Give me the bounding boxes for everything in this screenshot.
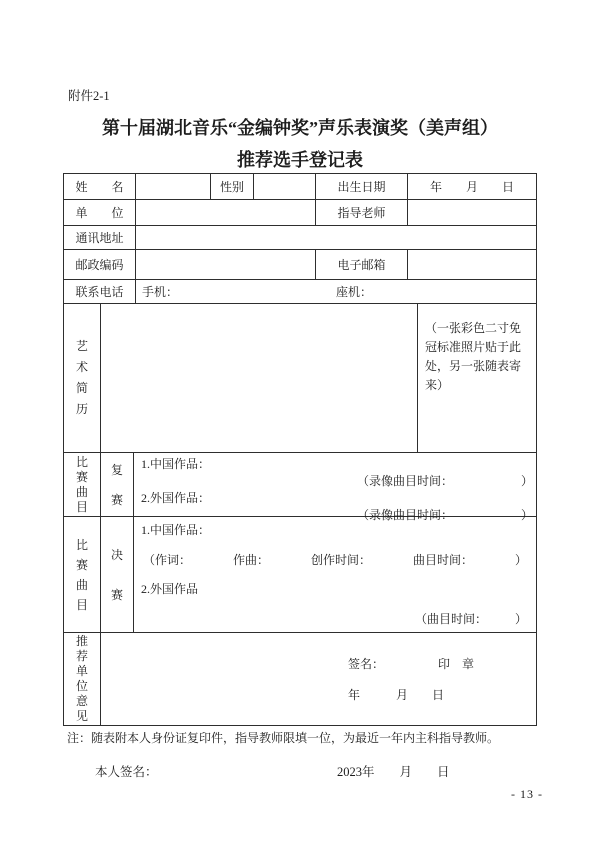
- composer-label: 作曲：: [232, 552, 269, 567]
- attachment-label: 附件2-1: [68, 89, 110, 103]
- mobile-label: 手机：: [142, 285, 179, 299]
- photo-note: （一张彩色二寸免冠标准照片贴于此处，另一张随表寄来）: [425, 321, 522, 392]
- close-paren: ）: [514, 611, 527, 626]
- row-name: [64, 174, 536, 200]
- close-paren: ）: [520, 508, 533, 522]
- address-label: 通讯地址: [64, 226, 136, 249]
- recommendation-sign-line: [348, 655, 536, 672]
- semifinal-repertoire-label: 比赛曲目: [64, 453, 101, 516]
- teacher-field: [408, 200, 536, 225]
- name-field: [136, 174, 211, 199]
- final-credits-line: [134, 551, 536, 568]
- recommendation-date-line: 年 月 日: [348, 688, 445, 702]
- footnote: 注：随表附本人身份证复印件，指导教师限填一位，为最近一年内主科指导教师。: [67, 731, 500, 745]
- seal-label: 印 章: [438, 657, 475, 671]
- resume-field: [101, 304, 418, 452]
- sign-label: 签名：: [348, 657, 385, 671]
- phone-label: 联系电话: [64, 280, 136, 303]
- resume-label: 艺术简历: [64, 304, 101, 452]
- final-foreign-work: 2.外国作品: [141, 582, 199, 597]
- registration-form-table: [63, 173, 537, 726]
- birth-date-field: 年 月 日: [429, 180, 514, 194]
- teacher-label: 指导老师: [316, 200, 408, 225]
- semifinal-chinese-work: 1.中国作品：: [141, 457, 211, 471]
- close-paren: ）: [520, 474, 533, 488]
- unit-label: 单 位: [64, 200, 136, 225]
- phone-field: [136, 280, 536, 303]
- birth-date-label: 出生日期: [316, 174, 408, 199]
- row-final: [64, 517, 536, 633]
- final-repertoire-label: 比赛曲目: [64, 517, 101, 632]
- row-unit: [64, 200, 536, 226]
- recommendation-content: [101, 633, 536, 725]
- duration-label: 曲目时间：: [412, 552, 473, 567]
- semifinal-video-time-2: （录像曲目时间： ）: [357, 508, 533, 522]
- row-address: [64, 226, 536, 250]
- landline-label: 座机：: [336, 285, 373, 299]
- address-field: [136, 226, 536, 249]
- name-label: 姓 名: [64, 174, 136, 199]
- page-number: - 13 -: [511, 787, 543, 801]
- semifinal-round-label: 复赛: [101, 453, 134, 516]
- signature-date: 2023年 月 日: [337, 765, 450, 779]
- final-content: [134, 517, 536, 632]
- gender-label: 性别: [211, 174, 254, 199]
- row-phone: [64, 280, 536, 304]
- lyricist-label: （作词：: [143, 552, 192, 567]
- close-paren: ）: [514, 552, 527, 567]
- row-semifinal: [64, 453, 536, 522]
- email-field: [408, 250, 536, 279]
- document-title: 第十届湖北音乐“金编钟奖”声乐表演奖（美声组）: [102, 118, 498, 138]
- row-recommendation: [64, 633, 536, 725]
- email-label: 电子邮箱: [316, 250, 408, 279]
- recommendation-label: 推荐单位意见: [64, 633, 101, 725]
- postal-field: [136, 250, 316, 279]
- document-subtitle: 推荐选手登记表: [237, 150, 363, 170]
- row-postal: [64, 250, 536, 280]
- creation-time-label: 创作时间：: [310, 552, 371, 567]
- semifinal-video-time-1: （录像曲目时间： ）: [357, 474, 533, 488]
- row-resume: [64, 304, 536, 453]
- final-chinese-work: 1.中国作品：: [141, 523, 211, 537]
- semifinal-foreign-work: 2.外国作品：: [141, 491, 211, 505]
- self-signature-label: 本人签名：: [95, 765, 158, 779]
- final-duration-line: （曲目时间： ）: [415, 611, 527, 626]
- gender-field: [254, 174, 316, 199]
- semifinal-content: [134, 453, 536, 522]
- postal-label: 邮政编码: [64, 250, 136, 279]
- final-round-label: 决赛: [101, 517, 134, 632]
- unit-field: [136, 200, 316, 225]
